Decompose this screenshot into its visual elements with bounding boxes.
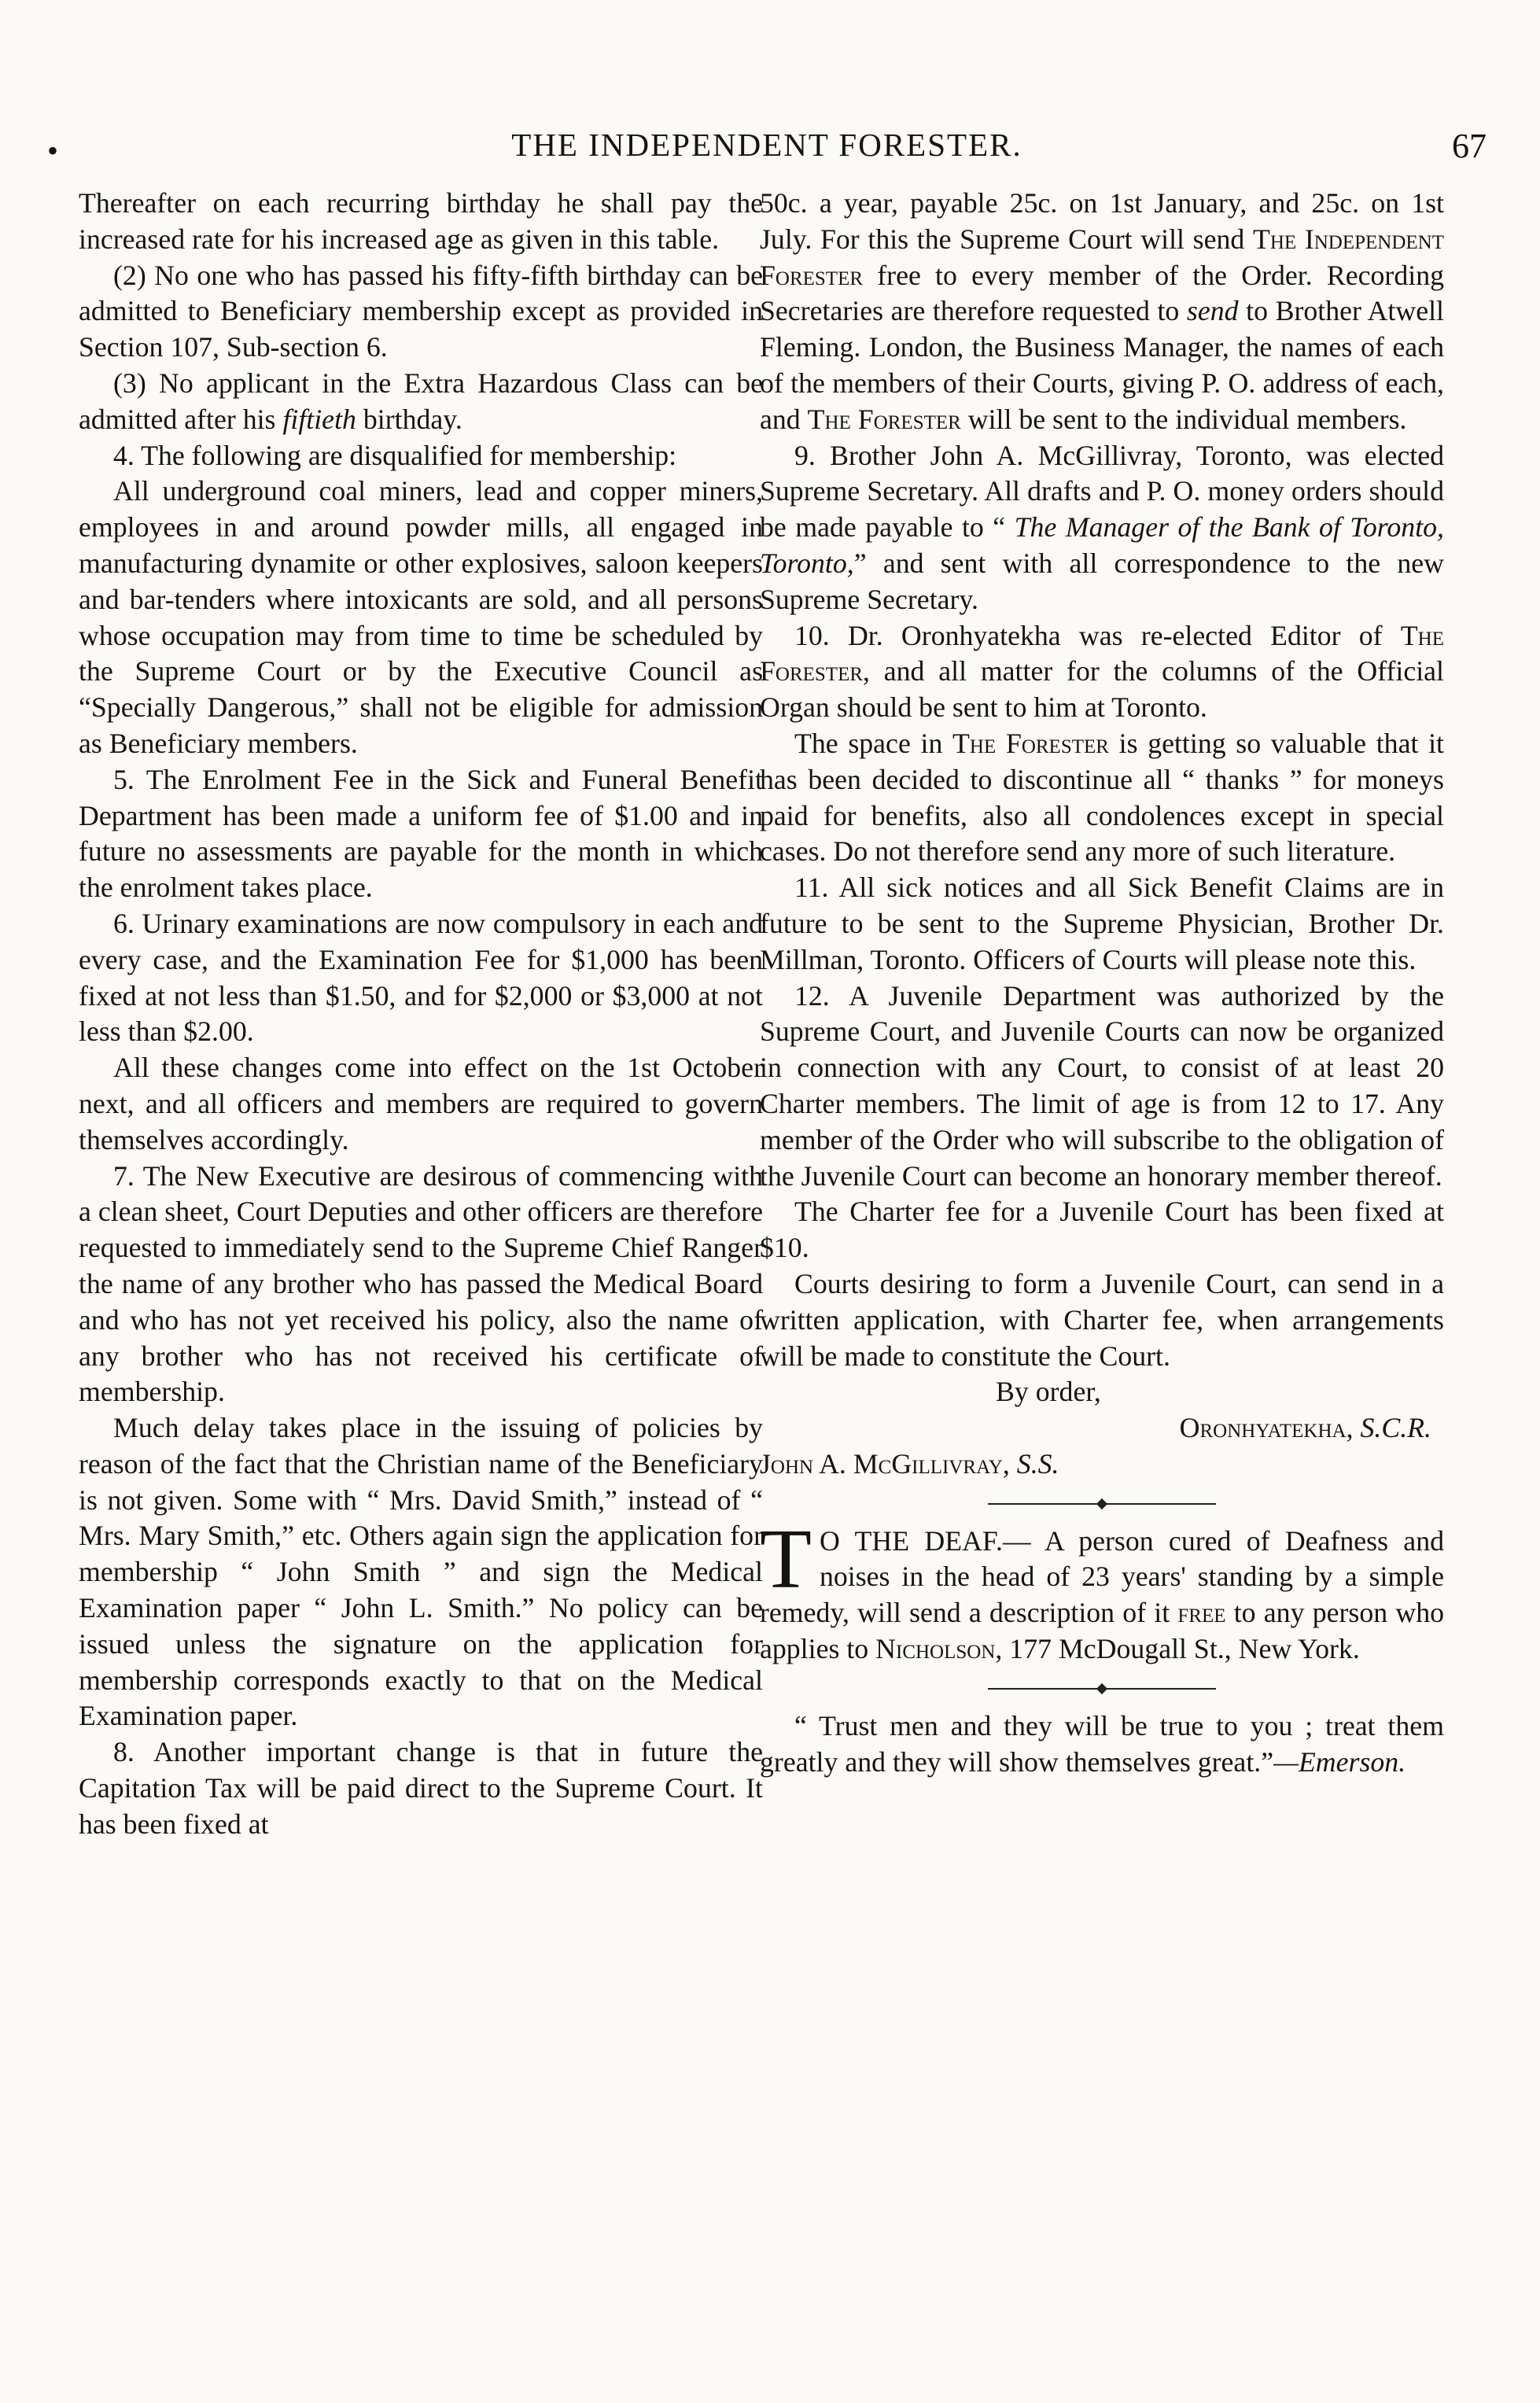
- publication-name: The Forester: [760, 619, 1444, 687]
- advert-free: free: [1177, 1597, 1226, 1629]
- left-column: [79, 186, 763, 1843]
- paragraph: All underground coal miners, lead and copper miners, employees in and around powder mills, all engaged in manufacturing dynamite or other explosives, saloon keepers and bar-tenders where intoxicants are sold, and all persons whose occupation may from time to time be scheduled by the Supreme Court or by the Executive Council as “Specially Dangerous,” shall not be eligible for admission as Beneficiary members.: [79, 475, 763, 759]
- emphasis: The Manager of the Bank of Toronto, Toronto,: [760, 511, 1444, 579]
- text-run: 9. Brother John A. McGillivray, Toronto, was elected Supreme Secretary. All drafts and P. O. money orders should be made payable to “: [760, 439, 1444, 544]
- header-bullet: •: [47, 133, 59, 168]
- paragraph: Thereafter on each recurring birthday he shall pay the increased rate for his increased age as given in this table.: [79, 187, 763, 255]
- paragraph: [79, 366, 763, 438]
- text-run: to any person who applies to: [760, 1597, 1444, 1665]
- by-order: By order,: [996, 1376, 1101, 1408]
- paragraph: 6. Urinary examinations are now compulsory in each and every case, and the Examination Fee for $1,000 has been fixed at not less than $1.50, and for $2,000 or $3,000 at not less than $2.00.: [79, 907, 763, 1048]
- drop-cap: T: [760, 1512, 812, 1606]
- publication-name: The Independent Forester: [760, 223, 1444, 291]
- signature-mcgillivray: [760, 1447, 1444, 1483]
- paragraph: Courts desiring to form a Juvenile Court, can send in a written application, with Charter fee, when arrangements will be made to constitute the Court.: [760, 1267, 1444, 1372]
- publication-name: The Forester: [952, 727, 1109, 759]
- paragraph: 7. The New Executive are desirous of commencing with a clean sheet, Court Deputies and other officers are therefore requested to immediately send to the Supreme Chief Ranger the name of any brother who has passed the Medical Board and who has not yet received his policy, also the name of any brother who has not received his certificate of membership.: [79, 1159, 763, 1408]
- page-number: 67: [1452, 127, 1487, 165]
- paragraph: Much delay takes place in the issuing of policies by reason of the fact that the Christian name of the Beneficiary is not given. Some with “ Mrs. David Smith,” instead of “ Mrs. Mary Smith,” etc. Others again sign the application for membership “ John Smith ” and sign the Medical Examination paper “ John L. Smith.” No policy can be issued unless the signature on the application for membership corresponds exactly to that on the Medical Examination paper.: [79, 1412, 763, 1732]
- paragraph: 12. A Juvenile Department was authorized by the Supreme Court, and Juvenile Courts can now be organized in connection with any Court, to consist of at least 20 Charter members. The limit of age is from 12 to 17. Any member of the Order who will subscribe to the obligation of the Juvenile Court can become an honorary member thereof.: [760, 979, 1444, 1192]
- signatory-title: S.S.: [1009, 1447, 1059, 1480]
- section-divider: [988, 1688, 1216, 1690]
- emerson-quote: [760, 1708, 1444, 1781]
- quote-text: “ Trust men and they will be true to you ; treat them greatly and they will show themselves great.”: [760, 1709, 1444, 1778]
- quote-author: —Emerson.: [1273, 1745, 1406, 1778]
- text-run: free to every member of the Order. Recording Secretaries are therefore requested to: [760, 259, 1444, 327]
- text-run: to Brother Atwell Fleming. London, the Business Manager, the names of each of the members of their Courts, giving P. O. address of each, and: [760, 295, 1444, 435]
- signature-oronhyatekha: [760, 1410, 1444, 1447]
- paragraph: [760, 618, 1444, 726]
- text-run: — A person cured of Deafness and noises in the head of 23 years' standing by a simple remedy, will send a description of it: [760, 1524, 1444, 1629]
- section-divider: [988, 1503, 1216, 1505]
- paragraph: [760, 726, 1444, 870]
- text-run: The space in: [794, 727, 953, 759]
- deafness-advertisement: [760, 1512, 1444, 1668]
- paragraph: All these changes come into effect on the 1st October next, and all officers and members are required to govern themselves accordingly.: [79, 1052, 763, 1155]
- paragraph: (2) No one who has passed his fifty-fifth birthday can be admitted to Beneficiary membership except as provided in Section 107, Sub-section 6.: [79, 259, 763, 363]
- text-run: 10. Dr. Oronhyatekha was re-elected Editor of: [794, 619, 1401, 651]
- text-run: 50c. a year, payable 25c. on 1st January, and 25c. on 1st July. For this the Supreme Court will send: [760, 187, 1444, 255]
- text-run: will be sent to the individual members.: [960, 403, 1407, 435]
- signatory-title: S.C.R.: [1353, 1412, 1431, 1444]
- text-run: birthday.: [356, 403, 462, 435]
- text-run: , and all matter for the columns of the Official Organ should be sent to him at Toronto.: [760, 655, 1444, 724]
- paragraph: [760, 438, 1444, 618]
- emphasis: fiftieth: [282, 403, 356, 435]
- running-title: THE INDEPENDENT FORESTER.: [511, 127, 1022, 163]
- publication-name: The Forester: [807, 403, 961, 435]
- text-run: ” and sent with all correspondence to the new Supreme Secretary.: [760, 547, 1444, 615]
- advert-text: [760, 1512, 1444, 1668]
- signatory-name: John A. McGillivray,: [760, 1447, 1010, 1480]
- right-column: [760, 186, 1444, 1780]
- emphasis: send: [1186, 295, 1239, 327]
- advert-name: Nicholson,: [875, 1633, 1003, 1665]
- text-run: (3) No applicant in the Extra Hazardous Class can be admitted after his: [79, 367, 763, 435]
- signatory-name: Oronhyatekha,: [1179, 1412, 1354, 1444]
- paragraph: [760, 186, 1444, 438]
- advert-lead: O THE DEAF.: [819, 1524, 1003, 1557]
- paragraph: The Charter fee for a Juvenile Court has been fixed at $10.: [760, 1196, 1444, 1264]
- page-header: [47, 126, 1487, 173]
- text-run: 177 McDougall St., New York.: [1002, 1633, 1360, 1665]
- paragraph: 11. All sick notices and all Sick Benefit Claims are in future to be sent to the Supreme Physician, Brother Dr. Millman, Toronto. Officers of Courts will please note this.: [760, 872, 1444, 975]
- text-run: is getting so valuable that it has been decided to discontinue all “ thanks ” for moneys paid for benefits, also all condolences except in special cases. Do not therefore send any more of such literature.: [760, 727, 1444, 868]
- paragraph: 5. The Enrolment Fee in the Sick and Funeral Benefit Department has been made a uniform fee of $1.00 and in future no assessments are payable for the month in which the enrolment takes place.: [79, 763, 763, 904]
- paragraph: 8. Another important change is that in future the Capitation Tax will be paid direct to the Supreme Court. It has been fixed at: [79, 1736, 763, 1840]
- paragraph: 4. The following are disqualified for membership:: [113, 439, 677, 471]
